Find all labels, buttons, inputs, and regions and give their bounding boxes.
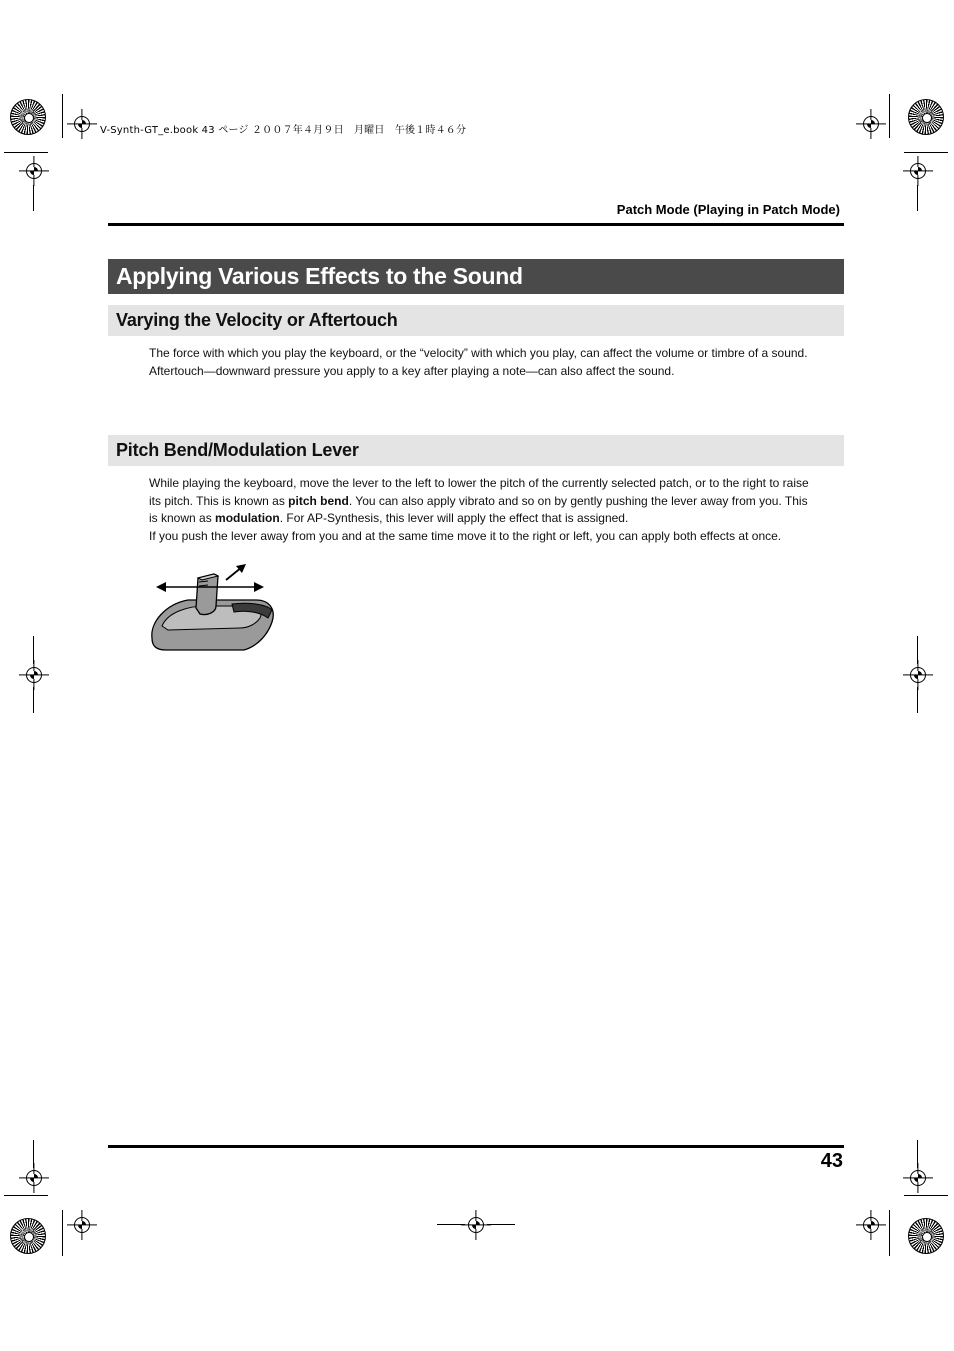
registration-starburst-icon (10, 99, 46, 135)
registration-crosshair-icon (863, 116, 879, 132)
registration-crosshair-icon (910, 163, 926, 179)
pitch-bend-text: . For AP-Synthesis, this lever will apply the effect that is assigned. (279, 511, 629, 526)
velocity-body: The force with which you play the keyboard, or the “velocity” with which you play, can affect the volume or timbre of a sound. Aftertouch—downward pressure you apply to a key after playing a note—can also affect the sound. (149, 346, 808, 378)
pitch-bend-text: While playing the keyboard, move the lever to the left to lower the pitch of the currently selected patch, or to the right to raise its pitch. This is known as (149, 476, 809, 508)
pitch-bend-lever-illustration (148, 560, 278, 654)
registration-crosshair-icon (26, 667, 42, 683)
header-rule (108, 223, 844, 226)
registration-starburst-icon (908, 99, 944, 135)
term-modulation: modulation (215, 511, 280, 526)
registration-crosshair-icon (26, 163, 42, 179)
running-head: Patch Mode (Playing in Patch Mode) (616, 202, 840, 217)
registration-crosshair-icon (74, 116, 90, 132)
registration-crosshair-icon (910, 667, 926, 683)
registration-crosshair-icon (863, 1217, 879, 1233)
pitch-bend-both-effects: If you push the lever away from you and at the same time move it to the right or left, you can apply both effects at once. (149, 528, 782, 543)
registration-crosshair-icon (26, 1170, 42, 1186)
velocity-heading: Varying the Velocity or Aftertouch (108, 305, 844, 336)
page-number: 43 (820, 1150, 843, 1172)
footer-rule (108, 1145, 844, 1148)
print-file-info: V-Synth-GT_e.book 43 ページ ２００７年４月９日 月曜日 午後１時４６分 (100, 125, 467, 136)
registration-crosshair-icon (468, 1217, 484, 1233)
registration-starburst-icon (908, 1218, 944, 1254)
section-title: Applying Various Effects to the Sound (108, 259, 844, 294)
pitch-bend-heading: Pitch Bend/Modulation Lever (108, 435, 844, 466)
pitch-bend-text: . You can also apply vibrato and so on by gently pushing the lever away from you. This is known as (149, 493, 808, 526)
registration-crosshair-icon (74, 1217, 90, 1233)
registration-crosshair-icon (910, 1170, 926, 1186)
term-pitch-bend: pitch bend (288, 493, 349, 508)
registration-starburst-icon (10, 1218, 46, 1254)
pitch-bend-body (149, 475, 809, 528)
pitch-bend-paragraph (149, 475, 809, 545)
velocity-paragraph (149, 345, 809, 380)
